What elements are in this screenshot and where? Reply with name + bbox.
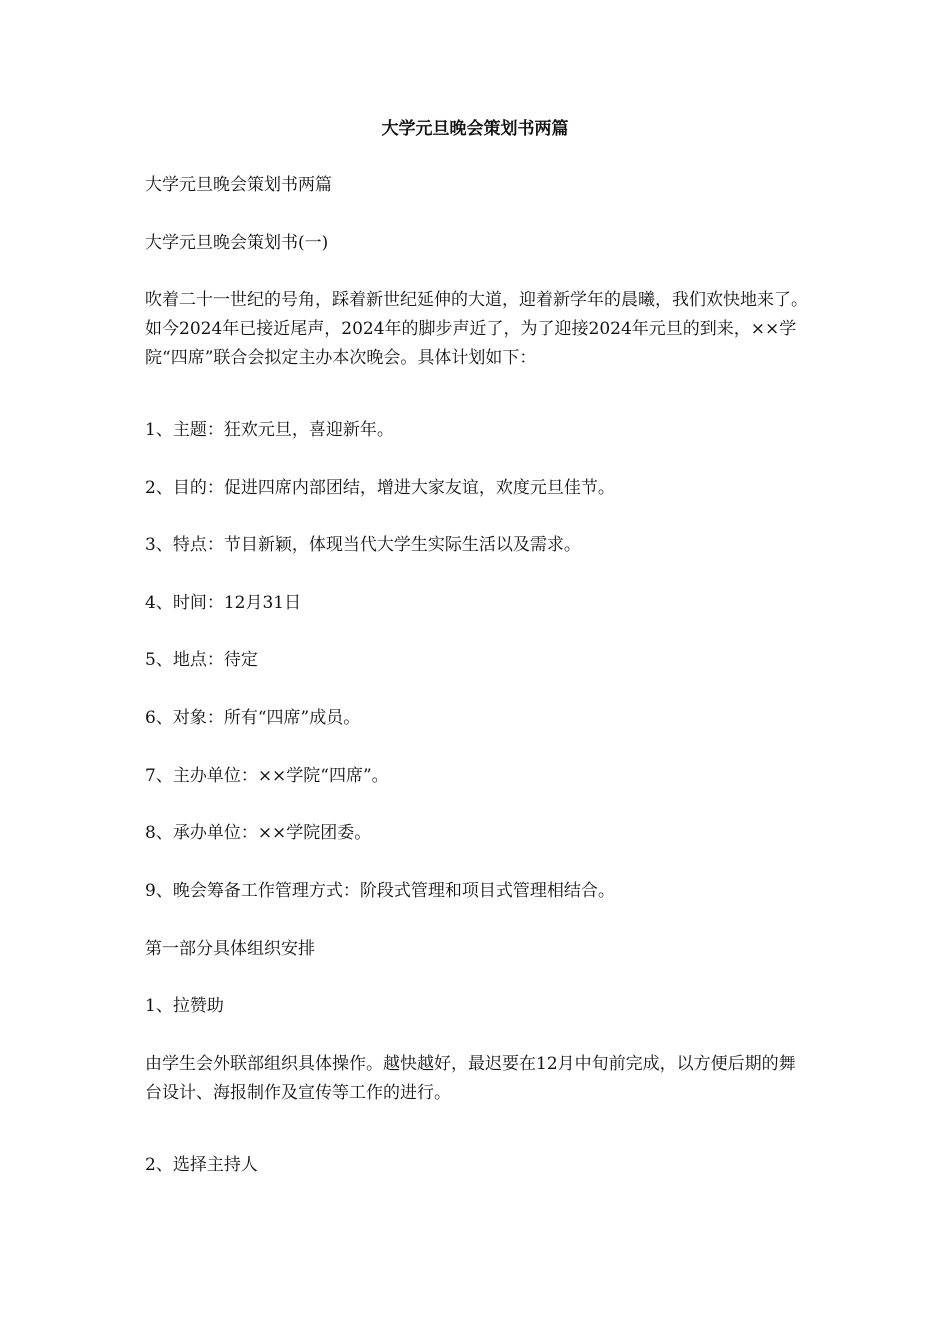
list-item-features: 3、特点：节目新颖，体现当代大学生实际生活以及需求。 [145,535,581,555]
list-item-time: 4、时间：12月31日 [145,593,302,613]
intro-paragraph: 吹着二十一世纪的号角，踩着新世纪延伸的大道，迎着新学年的晨曦，我们欢快地来了。如今2024年已接近尾声，2024年的脚步声近了，为了迎接2024年元旦的到来，××学院“四席”联合会拟定主办本次晚会。具体计划如下： [145,290,808,368]
sponsorship-paragraph: 由学生会外联部组织具体操作。越快越好，最迟要在12月中旬前完成，以方便后期的舞台设计、海报制作及宣传等工作的进行。 [145,1054,796,1103]
list-item-theme: 1、主题：狂欢元旦，喜迎新年。 [145,420,394,440]
list-item-purpose: 2、目的：促进四席内部团结，增进大家友谊，欢度元旦佳节。 [145,478,615,498]
list-item-audience: 6、对象：所有“四席”成员。 [145,708,361,728]
section-heading-organization: 第一部分具体组织安排 [145,939,315,959]
subsection-host-selection: 2、选择主持人 [145,1155,258,1175]
subsection-sponsorship: 1、拉赞助 [145,996,224,1016]
list-item-management: 9、晚会筹备工作管理方式：阶段式管理和项目式管理相结合。 [145,881,615,901]
document-title: 大学元旦晚会策划书两篇 [381,119,569,139]
section-heading-part-one: 大学元旦晚会策划书(一) [145,233,329,253]
list-item-host: 7、主办单位：××学院“四席”。 [145,766,389,786]
list-item-organizer: 8、承办单位：××学院团委。 [145,823,372,843]
subtitle: 大学元旦晚会策划书两篇 [145,175,332,195]
list-item-location: 5、地点：待定 [145,650,258,670]
